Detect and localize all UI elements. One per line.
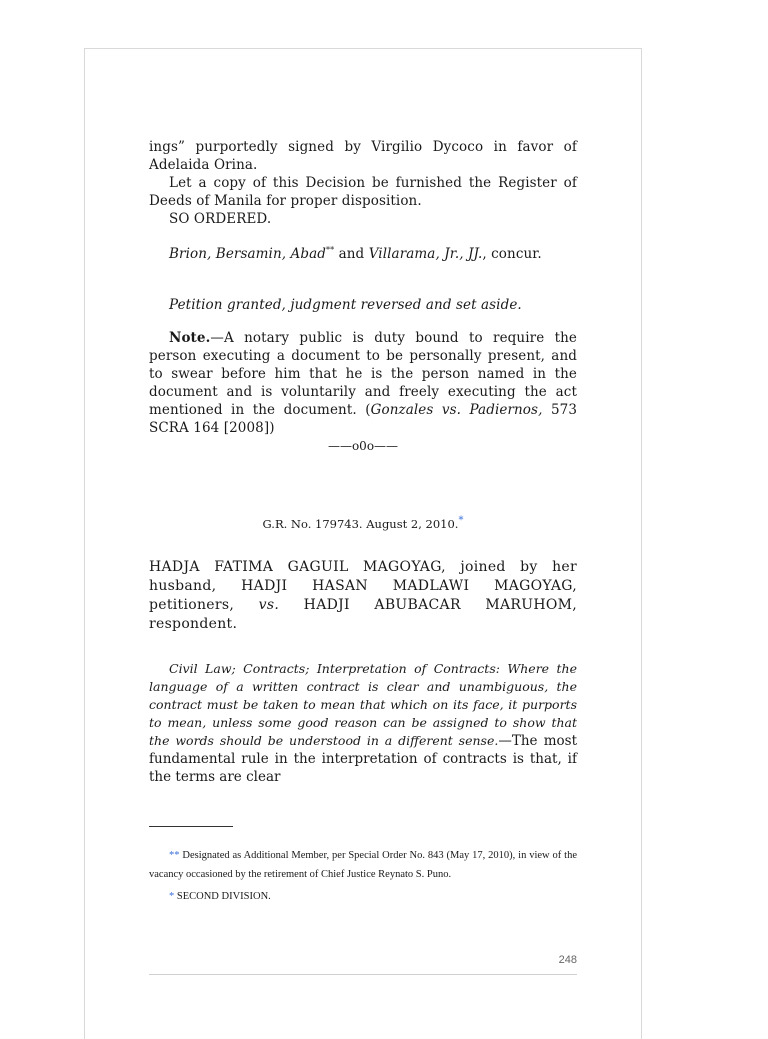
footnote-1	[149, 846, 577, 884]
page-bottom-rule	[149, 974, 577, 975]
case-number-text: G.R. No. 179743. August 2, 2010.	[262, 517, 459, 531]
footnote-2-text: SECOND DIVISION.	[174, 891, 271, 902]
concurring-justices-b: Villarama, Jr., JJ.	[368, 246, 483, 262]
footnote-2-mark: *	[169, 891, 175, 902]
footnote-divider	[149, 826, 233, 827]
case-number	[149, 517, 577, 531]
concur-tail: , concur.	[482, 246, 542, 262]
paragraph-register: Let a copy of this Decision be furnished the Register of Deeds of Manila for proper disposition.	[149, 175, 577, 209]
parties-petitioners: HADJA FATIMA GAGUIL MAGOYAG, joined by her husband, HADJI HASAN MADLAWI MAGOYAG, petitioners,	[149, 559, 577, 613]
parties-vs: vs.	[258, 597, 280, 613]
parties-respondent: HADJI ABUBACAR MARUHOM, respondent.	[149, 597, 577, 632]
case-parties	[149, 558, 577, 634]
note-text: —A notary public is duty bound to require the person executing a document to be personally present, and to swear before him that he is the person named in the document and is voluntarily and freely executing the act mentioned in the document. (	[149, 330, 577, 418]
note-block	[149, 329, 577, 437]
concurring-justices-a: Brion, Bersamin, Abad	[169, 246, 327, 262]
page-number: 248	[558, 954, 577, 966]
disposition	[149, 296, 577, 314]
syllabus-body: —The most fundamental rule in the interpretation of contracts is that, if the terms are clear	[149, 733, 577, 785]
footnote-ref-double-star: **	[326, 245, 335, 255]
footnote-ref-star: *	[458, 515, 464, 527]
paragraph-continuation: ings” purportedly signed by Virgilio Dycoco in favor of Adelaida Orina.	[149, 139, 577, 173]
separator: ——o0o——	[327, 439, 399, 453]
note-label: Note.	[169, 330, 211, 346]
so-ordered: SO ORDERED.	[169, 211, 272, 227]
syllabus	[149, 660, 577, 786]
concur-and: and	[334, 246, 369, 262]
note-case-name: Gonzales vs. Padiernos,	[370, 402, 543, 418]
footnotes	[149, 846, 577, 906]
document-page	[84, 48, 642, 1039]
syllabus-headnote: Civil Law; Contracts; Interpretation of Contracts: Where the language of a written contract is clear and unambiguous, the contract must be taken to mean that which on its face, it purports to mean, unless some good reason can be assigned to show that the words should be understood in a different sense.	[149, 661, 577, 748]
decision-text	[149, 138, 577, 228]
footnote-2	[149, 887, 577, 906]
note-citation: 573 SCRA 164 [2008])	[149, 402, 578, 436]
footnote-1-text: Designated as Additional Member, per Special Order No. 843 (May 17, 2010), in view of the vacancy occasioned by the retirement of Chief Justice Reynato S. Puno.	[149, 850, 577, 880]
footnote-1-mark: **	[169, 850, 180, 861]
concurrence	[149, 245, 577, 263]
disposition-text: Petition granted, judgment reversed and set aside.	[169, 297, 522, 313]
